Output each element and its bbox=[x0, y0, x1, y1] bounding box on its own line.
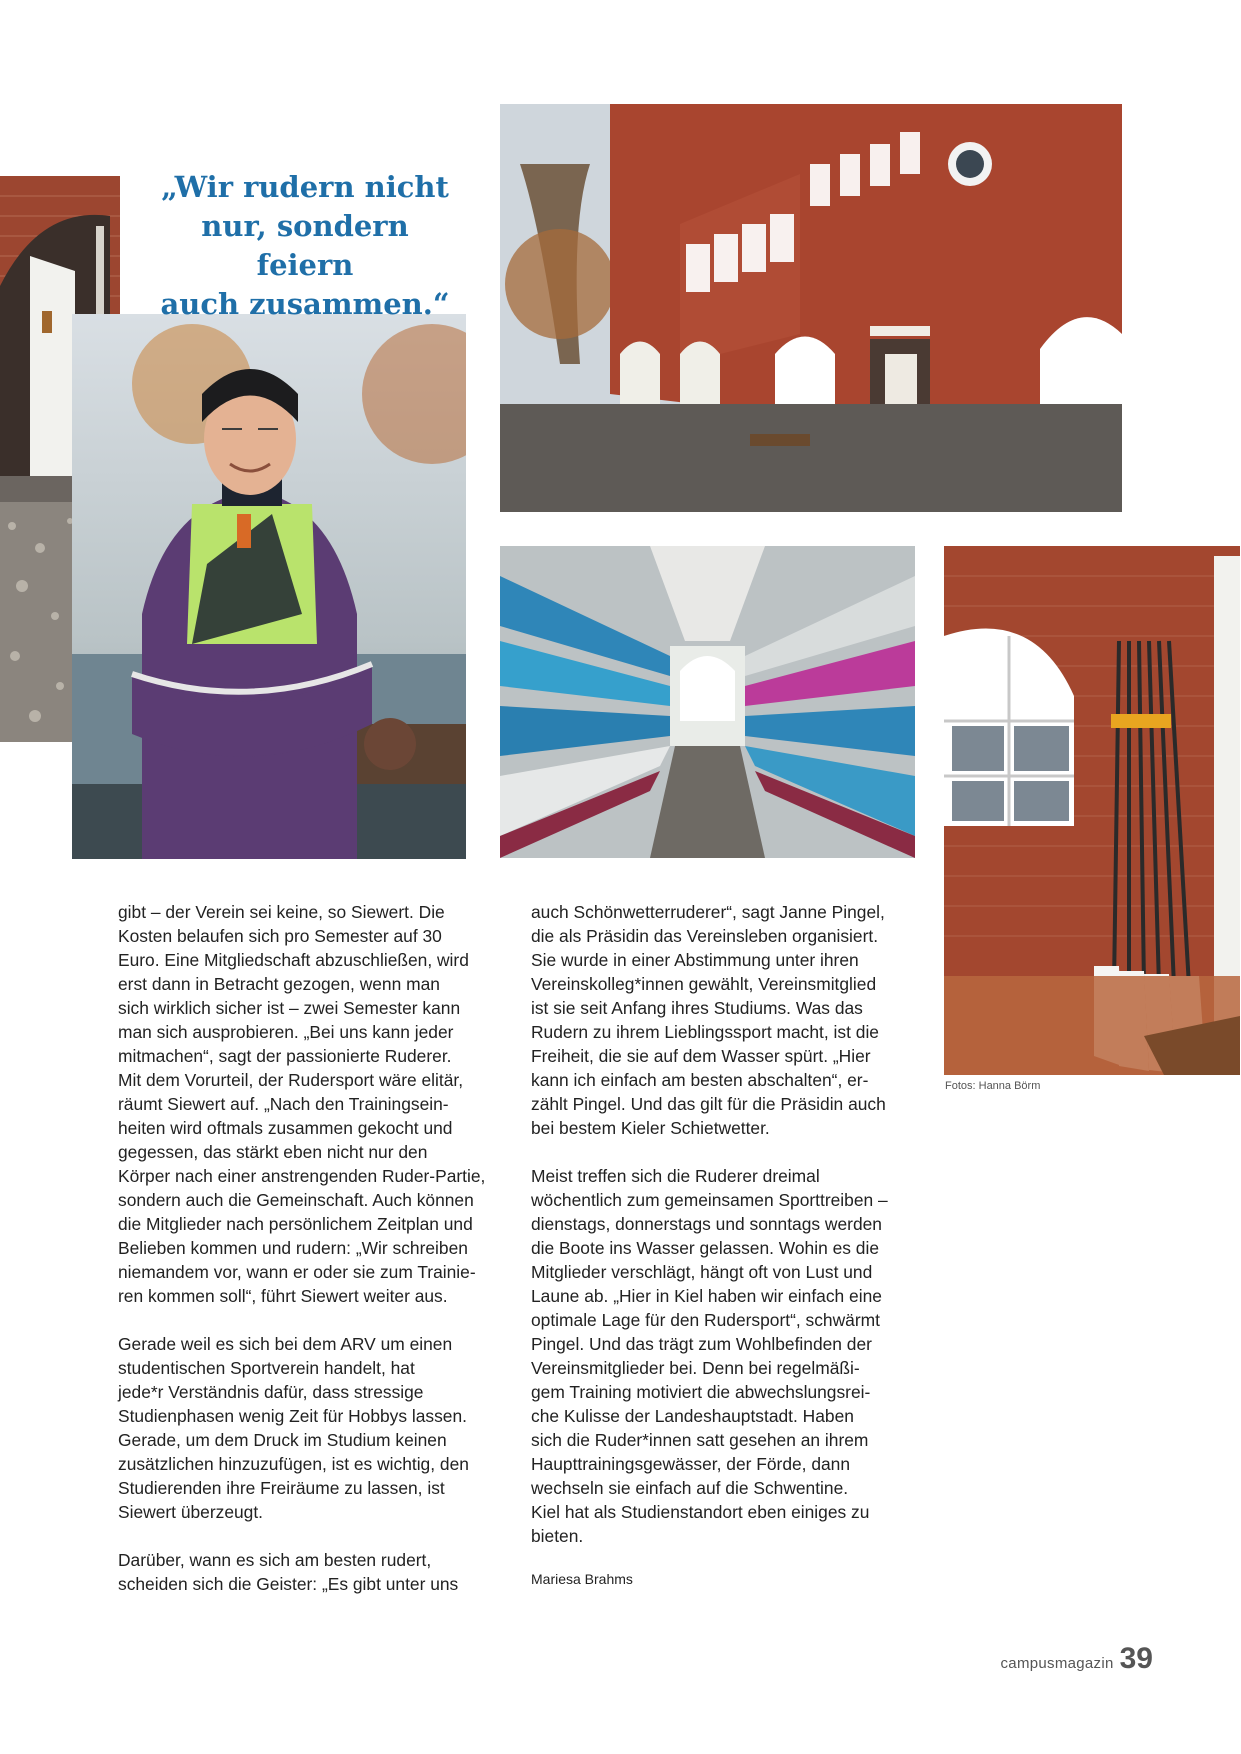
pull-quote-line-1: „Wir rudern nicht bbox=[161, 170, 449, 204]
page-number: 39 bbox=[1119, 1642, 1153, 1675]
page-folio bbox=[1001, 1642, 1154, 1676]
pull-quote bbox=[150, 168, 460, 324]
boat-hall-photo bbox=[500, 546, 915, 858]
paragraph: Gerade weil es sich bei dem ARV um einen studentischen Sportverein handelt, hat jede*r Verständnis dafür, dass stressige Studienphasen wenig Zeit für Hobbys lassen. Gerade, um dem Druck im Studium keinen zusätzlichen hinzuzufügen, ist es wichtig, den Studierenden ihre Freiräume zu lassen, ist Siewert überzeugt. bbox=[118, 1334, 469, 1522]
paragraph: Darüber, wann es sich am besten rudert, scheiden sich die Geister: „Es gibt unter uns bbox=[118, 1550, 459, 1594]
paragraph: Meist treffen sich die Ruderer dreimal wöchentlich zum gemeinsamen Sporttreiben – dienstags, donnerstags und sonntags werden die Boote ins Wasser gelassen. Wohin es die Mitglieder verschlägt, hängt oft von Lust und Laune ab. „Hier in Kiel haben wir einfach eine optimale Lage für den Rudersport“, schwärmt Pingel. Und das trägt zum Wohlbefinden der Vereinsmitglieder bei. Denn bei regelmäßi- gem Training motiviert die abwechslungsrei- che Kulisse der Landeshauptstadt. Haben sich die Ruder*innen satt gesehen an ihrem Haupttrainingsgewässer, der Förde, dann wechseln sie einfach auf die Schwentine. Kiel hat als Studienstandort eben einiges zu bieten. bbox=[531, 1166, 888, 1546]
article-column-right bbox=[531, 900, 921, 1548]
author-byline: Mariesa Brahms bbox=[531, 1571, 633, 1587]
paragraph: gibt – der Verein sei keine, so Siewert. Die Kosten belaufen sich pro Semester auf 30 Euro. Eine Mitgliedschaft abzuschließen, wird erst dann in Betracht gezogen, wenn man sich wirklich sicher ist – zwei Semester kann man sich ausprobieren. „Bei uns kann jeder mitmachen“, sagt der passionierte Ruderer. Mit dem Vorurteil, der Rudersport wäre elitär, räumt Siewert auf. „Nach den Trainingsein- heiten wird oftmals zusammen gekocht und gegessen, das stärkt eben nicht nur den Körper nach einer anstrengenden Ruder-Partie, sondern auch die Gemeinschaft. Auch können die Mitglieder nach persönlichem Zeitplan und Belieben kommen und rudern: „Wir schreiben niemandem vor, wann er oder sie zum Trainie- ren kommen soll“, führt Siewert weiter aus. bbox=[118, 902, 486, 1306]
pull-quote-line-3: auch zusammen.“ bbox=[160, 287, 450, 321]
portrait-rower-photo bbox=[72, 314, 466, 859]
boathouse-exterior-photo bbox=[500, 104, 1122, 512]
article-column-left bbox=[118, 900, 498, 1596]
magazine-name: campusmagazin bbox=[1000, 1655, 1114, 1672]
pull-quote-line-2: nur, sondern feiern bbox=[201, 209, 409, 282]
oars-wall-photo bbox=[944, 546, 1240, 1075]
paragraph: auch Schönwetterruderer“, sagt Janne Pingel, die als Präsidin das Vereinsleben organisiert. Sie wurde in einer Abstimmung unter ihren Vereinskolleg*innen gewählt, Vereinsmitglied ist sie seit Anfang ihres Studiums. Was das Rudern zu ihrem Lieblingssport macht, ist die Freiheit, die sie auf dem Wasser spürt. „Hier kann ich einfach am besten abschalten“, er- zählt Pingel. Und das gilt für die Präsidin auch bei bestem Kieler Schietwetter. bbox=[531, 902, 886, 1138]
photo-credit: Fotos: Hanna Börm bbox=[945, 1080, 1041, 1092]
